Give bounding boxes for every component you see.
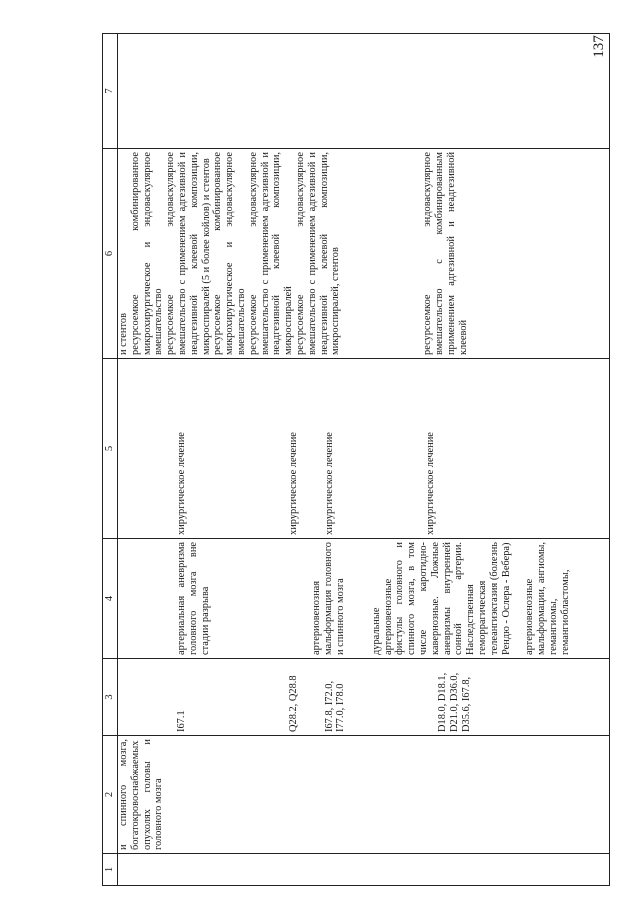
icd-code: I67.8, I72.0, I77.0, I78.0: [323, 680, 347, 732]
page-number: 137: [590, 35, 607, 58]
column-number-row: [103, 34, 118, 886]
method-text: ресурсоемкое эндоваскулярное вмешательство с применением адгезивной и неадгезивной клеевой композиции, микроспиралей, стентов: [294, 152, 342, 355]
model-text: артериальная аневризма головного мозга вне стадии разрыва: [176, 542, 211, 655]
model-cell: [118, 539, 610, 659]
method-text: ресурсоемкое эндоваскулярное вмешательство с применением адгезивной и неадгезивной клеевой композиции, микроспиралей: [247, 152, 295, 355]
model-text: артериовенозная мальформация головного и спинного мозга: [311, 542, 346, 655]
table-row: [118, 34, 610, 886]
col1-cell: [118, 854, 610, 886]
rotated-table-page: [102, 34, 607, 886]
treatment-type: хирургическое лечение: [176, 432, 187, 535]
col-header-5: 5: [103, 359, 118, 539]
method-cell: [118, 149, 610, 359]
col-header-4: 4: [103, 539, 118, 659]
col-header-2: 2: [103, 736, 118, 854]
col7-cell: [118, 34, 610, 149]
col-header-7: 7: [103, 34, 118, 149]
icd-codes-cell: [118, 659, 610, 736]
treatment-type: хирургическое лечение: [425, 432, 437, 535]
model-text: артериовенозные мальформации, ангиомы, гемангиомы, гемангиобластомы,: [524, 542, 571, 655]
procedures-table: [102, 33, 610, 886]
model-text: дуральные артериовенозные фистулы головного и спинного мозга, в том числе каротидно-кавернозные. Ложные аневризмы внутренней сонной артерии. Наследственная геморрагическая телеангиэктазия (болезнь Рендю - Ослера - Вебера): [370, 542, 512, 655]
treatment-type: хирургическое лечение: [323, 432, 335, 535]
method-text: и стентов ресурсоемкое комбинированное микрохирургическое и эндоваскулярное вмешательство: [118, 152, 165, 355]
icd-code: D18.0, D18.1, D21.0, D36.0, D35.6, I67.8,: [437, 672, 472, 732]
method-text: ресурсоемкое эндоваскулярное вмешательство с применением адгезивной и неадгезивной клеевой композиции, микроспиралей (5 и более койлов) и стентов ресурсоемкое комбинированное микрохирургическое и эндоваскулярное вмешательство: [165, 152, 247, 355]
col-header-1: 1: [103, 854, 118, 886]
treatment-type-cell: [118, 359, 610, 539]
col-header-6: 6: [103, 149, 118, 359]
treatment-type: хирургическое лечение: [287, 432, 299, 535]
diagnosis-group-cell: и спинного мозга, богатокровоснабжаемых опухолях головы и головного мозга: [118, 736, 610, 854]
method-text: ресурсоемкое эндоваскулярное вмешательство с комбинированным применением адгезивной и неадгезивной клеевой: [422, 152, 469, 355]
icd-code: I67.1: [176, 710, 187, 732]
icd-code: Q28.2, Q28.8: [287, 675, 299, 732]
col-header-3: 3: [103, 659, 118, 736]
